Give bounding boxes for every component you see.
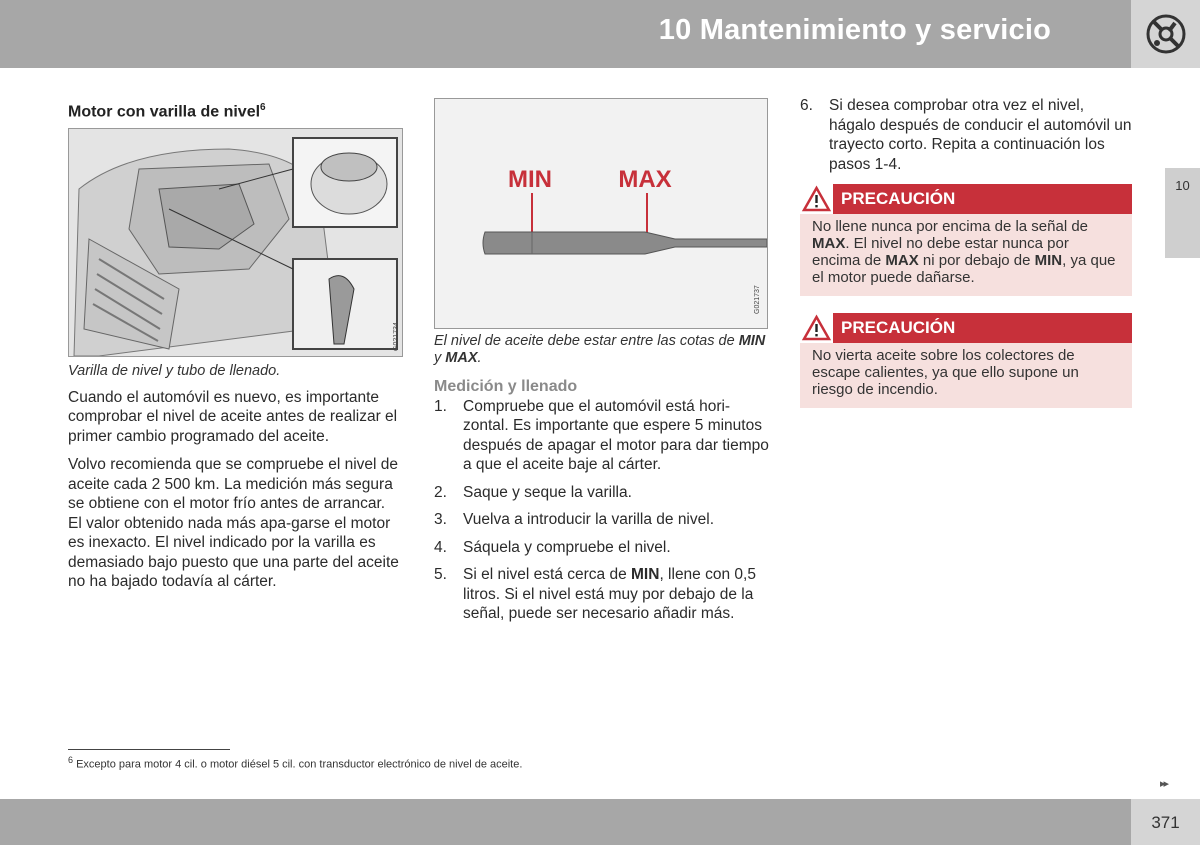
- dipstick-illustration: [435, 99, 767, 328]
- list-item: 6. Si desea comprobar otra vez el nivel, hágalo después de conducir el automóvil un trayecto corto. Repita a continuación los pasos 1-4.: [800, 97, 1132, 173]
- list-item: 5. Si el nivel está cerca de MIN, llene con 0,5 litros. Si el nivel está muy por debajo de la señal, puede ser necesario añadir más.: [434, 566, 756, 622]
- caution-box: [800, 313, 1132, 408]
- min-label: MIN: [508, 166, 552, 193]
- page-number-box: [1131, 799, 1200, 845]
- engine-bay-illustration: [69, 129, 402, 356]
- figure-code: G021737: [754, 285, 761, 314]
- subheading: Medición y llenado: [434, 378, 578, 395]
- header-bar: [0, 0, 1131, 68]
- steps-list: [434, 397, 769, 624]
- footnote: $^6$ Excepto para motor 4 cil. o motor diésel 5 cil. con transductor electrónico de nivel de aceite.: [68, 755, 523, 771]
- figure-code: G021734: [393, 322, 400, 351]
- caution-title: PRECAUCIÓN: [841, 189, 956, 208]
- left-column: [68, 98, 403, 592]
- caution-text: No llene nunca por encima de la señal de MAX. El nivel no debe estar nunca por encima de MAX ni por debajo de MIN, ya que el motor puede dañarse.: [812, 218, 1116, 286]
- list-item: 3. Vuelva a introducir la varilla de nivel.: [434, 511, 714, 528]
- footnote-ref[interactable]: 6: [260, 102, 266, 113]
- max-label: MAX: [618, 166, 672, 193]
- caution-box: [800, 184, 1132, 296]
- right-column: [800, 96, 1132, 408]
- wrench-gear-icon: [1145, 13, 1187, 55]
- dipstick-figure: [434, 98, 768, 329]
- warning-triangle-icon: [800, 184, 833, 214]
- figure-caption: Varilla de nivel y tubo de llenado.: [68, 362, 281, 379]
- chapter-side-tab[interactable]: 10: [1165, 168, 1200, 258]
- list-item: 1. Compruebe que el automóvil está hori-zontal. Es importante que espere 5 minutos después de apagar el motor para dar tiempo a que el aceite baje al cárter.: [434, 397, 769, 473]
- caution-title: PRECAUCIÓN: [841, 318, 956, 337]
- footnote-divider: [68, 749, 230, 750]
- middle-column: [434, 98, 769, 632]
- engine-figure: [68, 128, 403, 357]
- page-number: 371: [1151, 813, 1180, 832]
- section-heading: Motor con varilla de nivel$^6$: [68, 102, 266, 121]
- figure-caption: El nivel de aceite debe estar entre las cotas de MIN y MAX.: [434, 333, 766, 366]
- paragraph: Cuando el automóvil es nuevo, es importante comprobar el nivel de aceite antes de realizar el primer cambio programado del aceite.: [68, 388, 398, 445]
- paragraph: Volvo recomienda que se compruebe el nivel de aceite cada 2 500 km. La medición más segura se obtiene con el motor frío antes de arrancar. El valor obtenido nada más apa-garse el motor es inexacto. El nivel indicado por la varilla es demasiado bajo puesto que una parte del aceite no ha bajado todavía al cárter.: [68, 456, 399, 591]
- caution-header: [800, 184, 1132, 214]
- double-chevron-right-icon[interactable]: ▸▸: [1160, 778, 1168, 790]
- caution-header: [800, 313, 1132, 343]
- steps-list: [800, 96, 1132, 174]
- chapter-title: 10 Mantenimiento y servicio: [658, 14, 1051, 46]
- footer-bar: [0, 799, 1131, 845]
- caution-text: No vierta aceite sobre los colectores de escape calientes, ya que ello supone un riesgo de incendio.: [812, 347, 1079, 398]
- list-item: 4. Sáquela y compruebe el nivel.: [434, 538, 671, 556]
- warning-triangle-icon: [800, 313, 833, 343]
- chapter-icon-box: [1131, 0, 1200, 68]
- list-item: 2. Saque y seque la varilla.: [434, 483, 632, 501]
